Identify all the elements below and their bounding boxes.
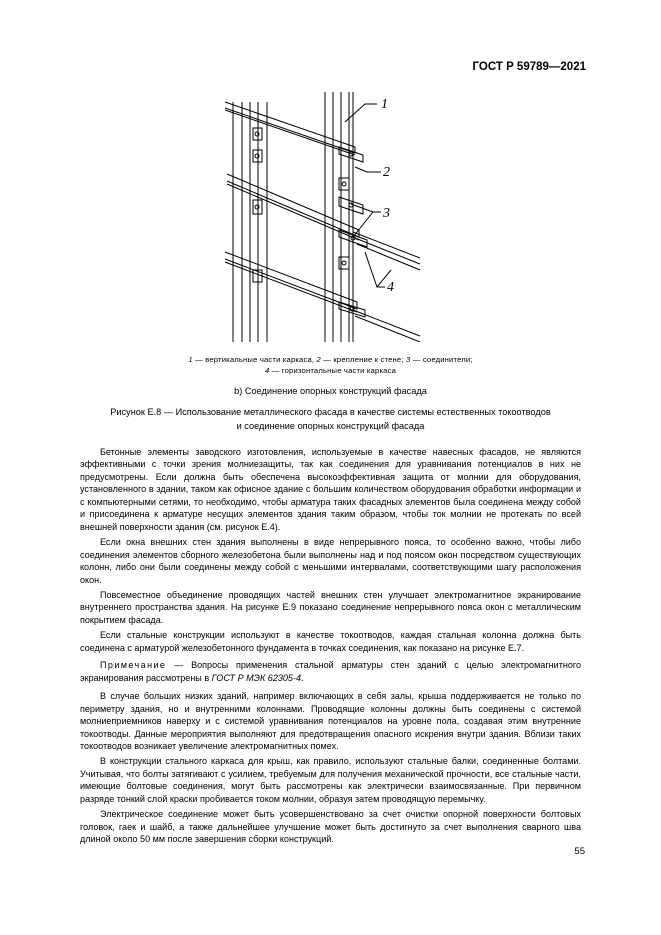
- standard-number: ГОСТ Р 59789—2021: [472, 61, 586, 73]
- body-text: [80, 446, 581, 849]
- figure-subcaption: b) Соединение опорных конструкций фасада: [234, 386, 427, 396]
- note-reference: ГОСТ Р МЭК 62305-4: [211, 672, 301, 683]
- paragraph: Электрическое соединение может быть усовершенствовано за счет очистки опорной поверхности болтовых головок, гаек и шайб, а также дальнейшее улучшение может быть достигнуто за счет выполнения сварного шва длиной около 50 мм после завершения сборки конструкций.: [80, 809, 581, 845]
- page-number: 55: [574, 846, 585, 857]
- paragraph: В конструкции стального каркаса для крыш, как правило, используют стальные балки, соединенные болтами. Учитывая, что болты затягивают с усилием, требуемым для получения механической прочности, все стальные части, имеющие болтовые соединения, могут быть рассмотрены как электрически взаимосвязанные. При первичном разряде тонкий слой краски пробивается током молнии, образуя затем проводящую перемычку.: [80, 756, 581, 804]
- paragraph: Повсеместное объединение проводящих частей внешних стен улучшает электромагнитное экранирование внутреннего пространства здания. На рисунке Е.9 показано соединение непрерывного пояса окон с металлическим покрытием фасада.: [80, 589, 581, 625]
- legend-num: 1: [188, 355, 193, 364]
- legend-text: — соединители;: [410, 355, 473, 364]
- paragraph: В случае больших низких зданий, например включающих в себя залы, крыша поддерживается не только по периметру здания, но и внутренними колоннами. Проводящие колонны должны быть соединены с системой молниеприемников наверху и с системой уравнивания потенциалов на уровне пола, создавая этим внутренние токоотводы. Данные мероприятия выполняют для предотвращения опасного искрения внутри здания. Вблизи таких токоотводов возникает увеличение электромагнитных помех.: [80, 691, 581, 751]
- legend-text: — горизонтальные части каркаса: [269, 366, 397, 375]
- callout-3: 3: [383, 206, 390, 221]
- callout-1: 1: [381, 97, 388, 112]
- paragraph: Если стальные конструкции используют в качестве токоотводов, каждая стальная колонна должна быть соединена с арматурой железобетонного фундамента в точках соединения, как показано на рисунке Е.7.: [80, 630, 581, 653]
- note-end: .: [301, 672, 304, 683]
- legend-num: 3: [405, 355, 411, 364]
- note-text: — Вопросы применения стальной арматуры стен зданий с целью электромагнитного экранирования рассмотрены в: [80, 660, 581, 683]
- paragraph: Если окна внешних стен здания выполнены в виде непрерывного пояса, то особенно важно, чтобы либо соединения элементов сборного железобетона были выполнены над и под поясом окон посредством существующих колонн, либо они были соединены между собой с меньшими интервалами, соответствующими шагу расположения окон.: [80, 537, 581, 585]
- figure-caption: [80, 406, 581, 433]
- legend-num: 2: [316, 355, 321, 364]
- figure-caption-line-1: Рисунок Е.8 — Использование металлического фасада в качестве системы естественных токоотводов: [110, 407, 551, 417]
- note-label: Примечание: [100, 660, 167, 671]
- callout-2: 2: [383, 165, 390, 180]
- facade-frame-drawing: [215, 92, 445, 342]
- callout-4: 4: [387, 280, 394, 295]
- note-paragraph: [80, 659, 581, 684]
- figure-legend: [80, 354, 581, 376]
- figure-caption-line-2: и соединение опорных конструкций фасада: [236, 420, 425, 431]
- paragraph: Бетонные элементы заводского изготовления, используемые в качестве навесных фасадов, не являются эффективными с точки зрения молниезащиты, так как соединения для уравнивания потенциалов в них не предусмотрены. Если должна быть обеспечена высокоэффективная защита от молнии для оборудования, установленного в здании, таком как офисное здание с большим количеством оборудования обработки информации и с компьютерными сетями, то необходимо, чтобы арматура таких фасадных элементов была соединена между собой и присоединена к арматуре несущих элементов здания таким образом, чтобы ток молнии не протекать по всей внешней поверхности здания (см. рисунок Е.4).: [80, 447, 581, 532]
- legend-text: — вертикальные части каркаса,: [192, 355, 317, 364]
- legend-num: 4: [264, 366, 270, 375]
- legend-text: — крепление к стене;: [320, 355, 406, 364]
